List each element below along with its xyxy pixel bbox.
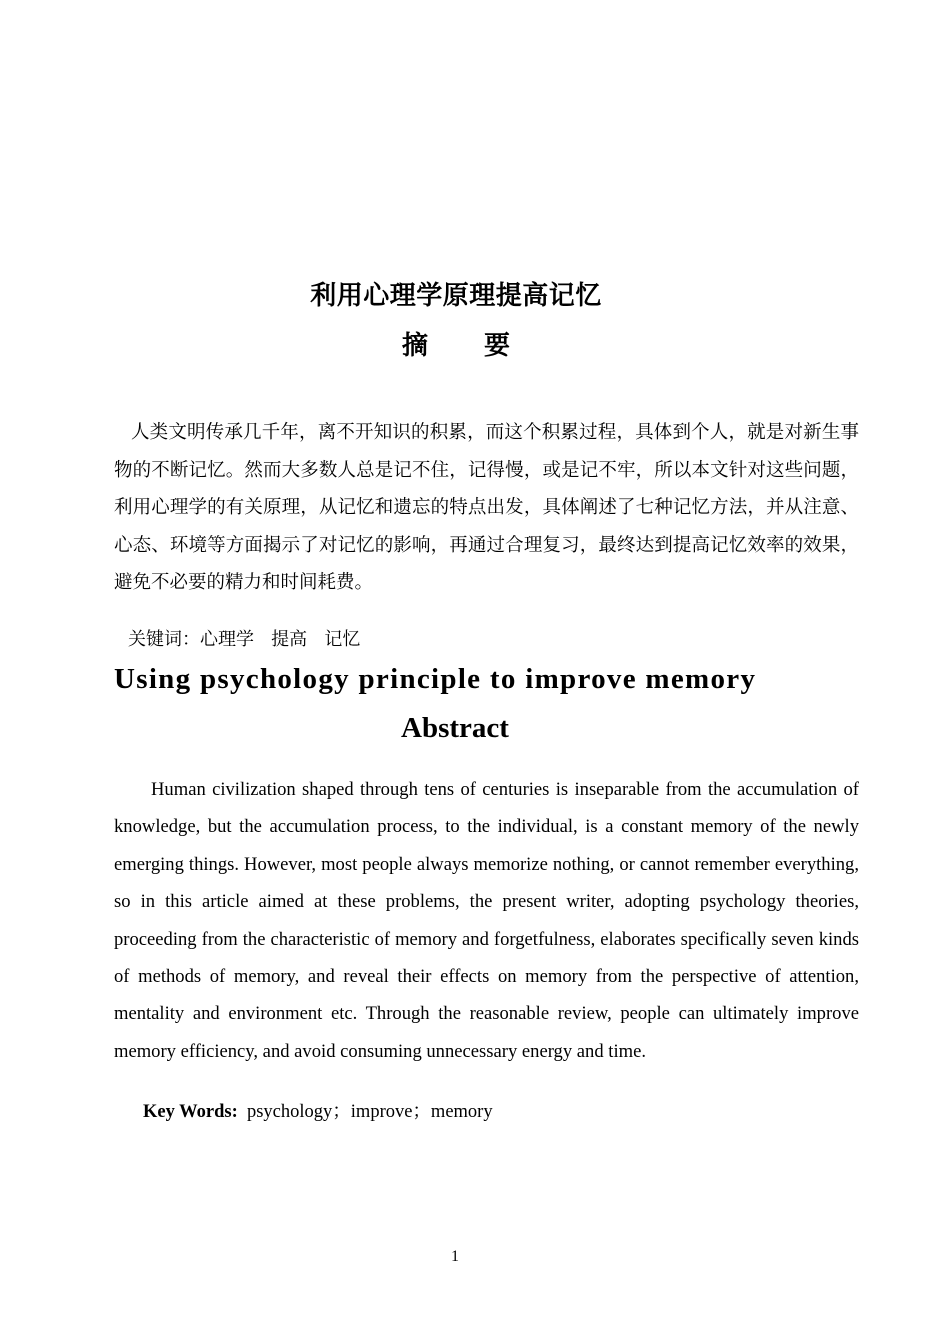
- english-keywords: [143, 1094, 493, 1130]
- chinese-title: 利用心理学原理提高记忆: [310, 281, 602, 311]
- english-keywords-values: psychology；improve；memory: [246, 1102, 493, 1122]
- chinese-keywords-label: 关键词：: [128, 629, 200, 650]
- chinese-keywords: [128, 622, 360, 658]
- chinese-abstract-body: 人类文明传承几千年，离不开知识的积累，而这个积累过程，具体到个人，就是对新生事物的不断记忆。然而大多数人总是记不住，记得慢，或是记不牢，所以本文针对这些问题，利用心理学的有关原理，从记忆和遗忘的特点出发，具体阐述了七种记忆方法，并从注意、心态、环境等方面揭示了对记忆的影响，再通过合理复习，最终达到提高记忆效率的效果，避免不必要的精力和时间耗费。: [114, 422, 859, 593]
- english-abstract-body: Human civilization shaped through tens of centuries is inseparable from the accumulation of knowledge, but the accumulation process, to the individual, is a constant memory of the newly emerging things. However, most people always memorize nothing, or cannot remember everything, so in this article aimed at these problems, the present writer, adopting psychology theories, proceeding from the characteristic of memory and forgetfulness, elaborates specifically seven kinds of methods of memory, and reveal their effects on memory from the perspective of attention, mentality and environment etc. Through the reasonable review, people can ultimately improve memory efficiency, and avoid consuming unnecessary energy and time.: [114, 779, 859, 1062]
- page-number: 1: [451, 1248, 459, 1265]
- chinese-keywords-values: 心理学 提高 记忆: [200, 629, 361, 650]
- english-keywords-label: Key Words:: [143, 1102, 238, 1122]
- chinese-abstract-heading: 摘要: [401, 331, 566, 361]
- english-title: Using psychology principle to improve memory: [114, 663, 757, 695]
- english-abstract-heading: Abstract: [401, 712, 509, 744]
